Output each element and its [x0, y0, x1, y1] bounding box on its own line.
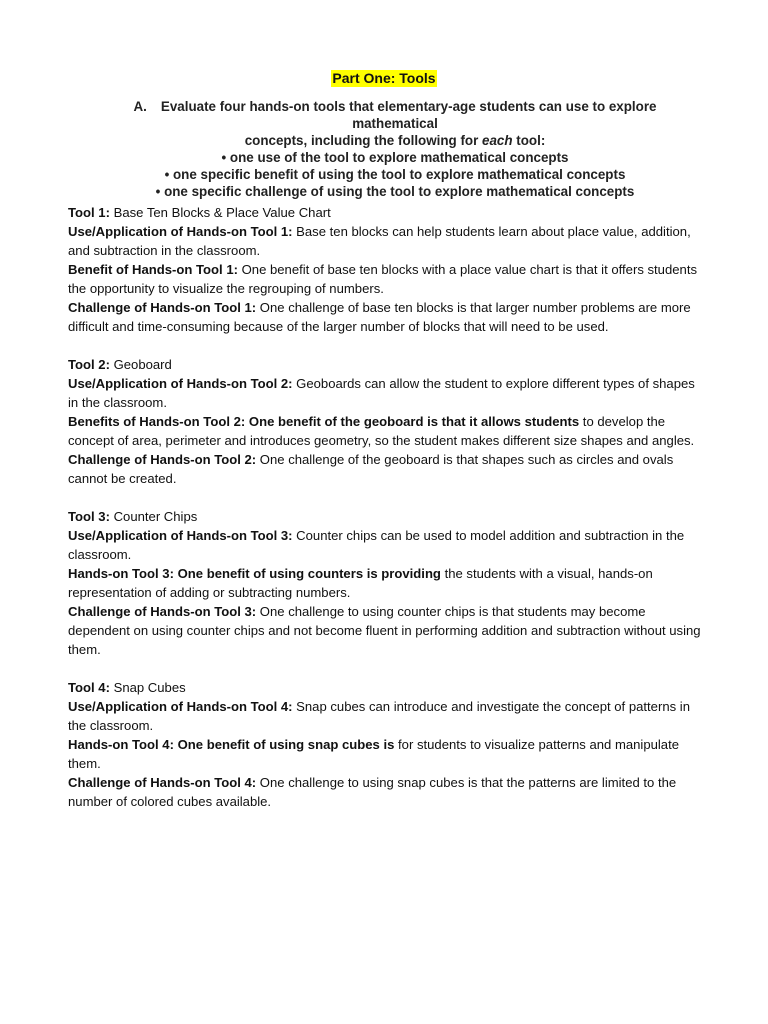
tool-heading — [68, 355, 708, 374]
tool-benefit — [68, 564, 708, 602]
tool-challenge — [68, 450, 708, 488]
tool-label: Tool 2: — [68, 357, 110, 372]
bullet-item: • one use of the tool to explore mathematical concepts — [221, 150, 569, 165]
tool-use — [68, 526, 708, 564]
tool-use — [68, 222, 708, 260]
use-label: Use/Application of Hands-on Tool 4: — [68, 699, 293, 714]
title-wrapper — [0, 70, 768, 88]
tool-label: Tool 4: — [68, 680, 110, 695]
use-text: Counter chips can be used to model addition and subtraction in the classroom. — [68, 528, 685, 562]
bullet-item: • one specific benefit of using the tool to explore mathematical concepts — [164, 167, 626, 182]
tool-label: Tool 1: — [68, 205, 110, 220]
challenge-label: Challenge of Hands-on Tool 4: — [68, 775, 257, 790]
tool-use — [68, 374, 708, 412]
benefit-label: Hands-on Tool 3: One benefit of using counters is providing — [68, 566, 441, 581]
tool-block-2 — [68, 355, 708, 488]
tool-benefit — [68, 260, 708, 298]
benefit-text: One benefit of base ten blocks with a place value chart is that it offers students the opportunity to visualize the regrouping of numbers. — [68, 262, 697, 296]
use-label: Use/Application of Hands-on Tool 3: — [68, 528, 293, 543]
instructions-emphasis: each — [482, 133, 513, 148]
tool-heading — [68, 678, 708, 697]
challenge-text: One challenge of base ten blocks is that larger number problems are more difficult and time-consuming because of the larger number of blocks that will need to be used. — [68, 300, 691, 334]
tool-use — [68, 697, 708, 735]
tool-benefit — [68, 412, 708, 450]
tool-name: Snap Cubes — [109, 680, 186, 695]
tool-heading — [68, 203, 708, 222]
benefit-label: Hands-on Tool 4: One benefit of using snap cubes is — [68, 737, 395, 752]
benefit-label: Benefit of Hands-on Tool 1: — [68, 262, 238, 277]
tool-name: Base Ten Blocks & Place Value Chart — [109, 205, 331, 220]
challenge-text: One challenge to using counter chips is that students may become dependent on using counter chips and not become fluent in performing addition and subtraction without using them. — [68, 604, 701, 657]
tool-heading — [68, 507, 708, 526]
challenge-label: Challenge of Hands-on Tool 2: — [68, 452, 257, 467]
use-text: Geoboards can allow the student to explore different types of shapes in the classroom. — [68, 376, 695, 410]
challenge-text: One challenge of the geoboard is that shapes such as circles and ovals cannot be created. — [68, 452, 674, 486]
tool-challenge — [68, 298, 708, 336]
tool-name: Geoboard — [109, 357, 172, 372]
challenge-label: Challenge of Hands-on Tool 1: — [68, 300, 257, 315]
tool-block-4 — [68, 678, 708, 811]
instructions-block — [90, 98, 700, 200]
instructions-text-2b: tool: — [512, 133, 546, 148]
use-text: Snap cubes can introduce and investigate the concept of patterns in the classroom. — [68, 699, 690, 733]
bullet-item: • one specific challenge of using the tool to explore mathematical concepts — [155, 184, 635, 199]
tool-name: Counter Chips — [109, 509, 198, 524]
instructions-text-2a: concepts, including the following for — [244, 133, 483, 148]
benefit-text: to develop the concept of area, perimeter and introduces geometry, so the student makes different size shapes and angles. — [68, 414, 695, 448]
benefit-text: the students with a visual, hands-on representation of adding or subtracting numbers. — [68, 566, 653, 600]
tool-challenge — [68, 602, 708, 659]
tool-block-1 — [68, 203, 708, 336]
use-text: Base ten blocks can help students learn about place value, addition, and subtraction in the classroom. — [68, 224, 691, 258]
tool-block-3 — [68, 507, 708, 659]
tool-challenge — [68, 773, 708, 811]
tool-label: Tool 3: — [68, 509, 110, 524]
instructions-text-1: Evaluate four hands-on tools that elementary-age students can use to explore mathematical — [160, 99, 657, 131]
use-label: Use/Application of Hands-on Tool 1: — [68, 224, 293, 239]
list-marker: A. — [133, 99, 147, 114]
tool-benefit — [68, 735, 708, 773]
instructions-line-1 — [90, 98, 700, 132]
tools-section — [68, 203, 708, 830]
page-title: Part One: Tools — [332, 70, 436, 86]
use-label: Use/Application of Hands-on Tool 2: — [68, 376, 293, 391]
benefit-label: Benefits of Hands-on Tool 2: One benefit of the geoboard is that it allows students — [68, 414, 580, 429]
instructions-line-2 — [90, 132, 700, 149]
challenge-text: One challenge to using snap cubes is that the patterns are limited to the number of colored cubes available. — [68, 775, 677, 809]
benefit-text: for students to visualize patterns and manipulate them. — [68, 737, 679, 771]
challenge-label: Challenge of Hands-on Tool 3: — [68, 604, 257, 619]
